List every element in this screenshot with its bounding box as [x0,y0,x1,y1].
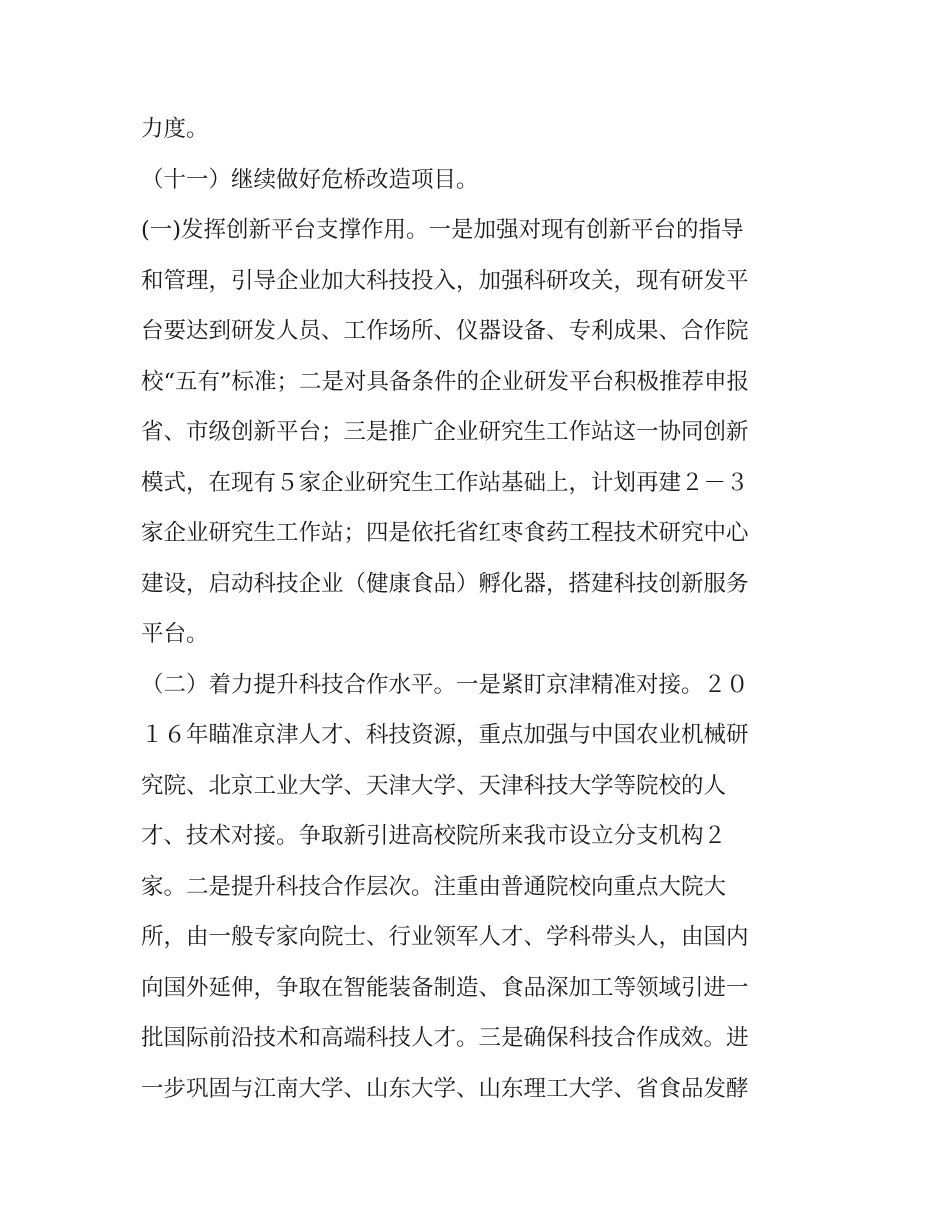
text-line: 省、市级创新平台；三是推广企业研究生工作站这一协同创新 [141,419,749,445]
text-line: （十一）继续做好危桥改造项目。 [141,166,479,193]
text-line: 究院、北京工业大学、天津大学、天津科技大学等院校的人 [141,772,727,799]
text-line: 力度。 [141,116,209,142]
text-line: 平台。 [141,621,209,647]
text-line: 校“五有”标准；二是对具备条件的企业研发平台积极推荐申报 [141,368,750,395]
text-line: 家企业研究生工作站；四是依托省红枣食药工程技术研究中心 [141,520,749,546]
text-line: 台要达到研发人员、工作场所、仪器设备、专利成果、合作院 [141,318,749,344]
text-line: 和管理，引导企业加大科技投入，加强科研攻关，现有研发平 [141,267,749,294]
text-line: （二）着力提升科技合作水平。一是紧盯京津精准对接。２０ [141,671,749,698]
text-line: 一步巩固与江南大学、山东大学、山东理工大学、省食品发酵 [141,1075,749,1102]
text-line: 所，由一般专家向院士、行业领军人才、学科带头人，由国内 [141,924,749,950]
text-line: 建设，启动科技企业（健康食品）孵化器，搭建科技创新服务 [141,570,749,597]
text-line: 模式，在现有５家企业研究生工作站基础上，计划再建２－３ [141,469,749,496]
text-line: 才、技术对接。争取新引进高校院所来我市设立分支机构２ [141,823,727,849]
text-line: 向国外延伸，争取在智能装备制造、食品深加工等领域引进一 [141,974,749,1001]
text-line: (一)发挥创新平台支撑作用。一是加强对现有创新平台的指导 [141,217,744,243]
text-line: １６年瞄准京津人才、科技资源，重点加强与中国农业机械研 [141,722,749,748]
text-line: 批国际前沿技术和高端科技人才。三是确保科技合作成效。进 [141,1025,749,1051]
text-line: 家。二是提升科技合作层次。注重由普通院校向重点大院大 [141,873,727,900]
document-body [141,104,821,1114]
